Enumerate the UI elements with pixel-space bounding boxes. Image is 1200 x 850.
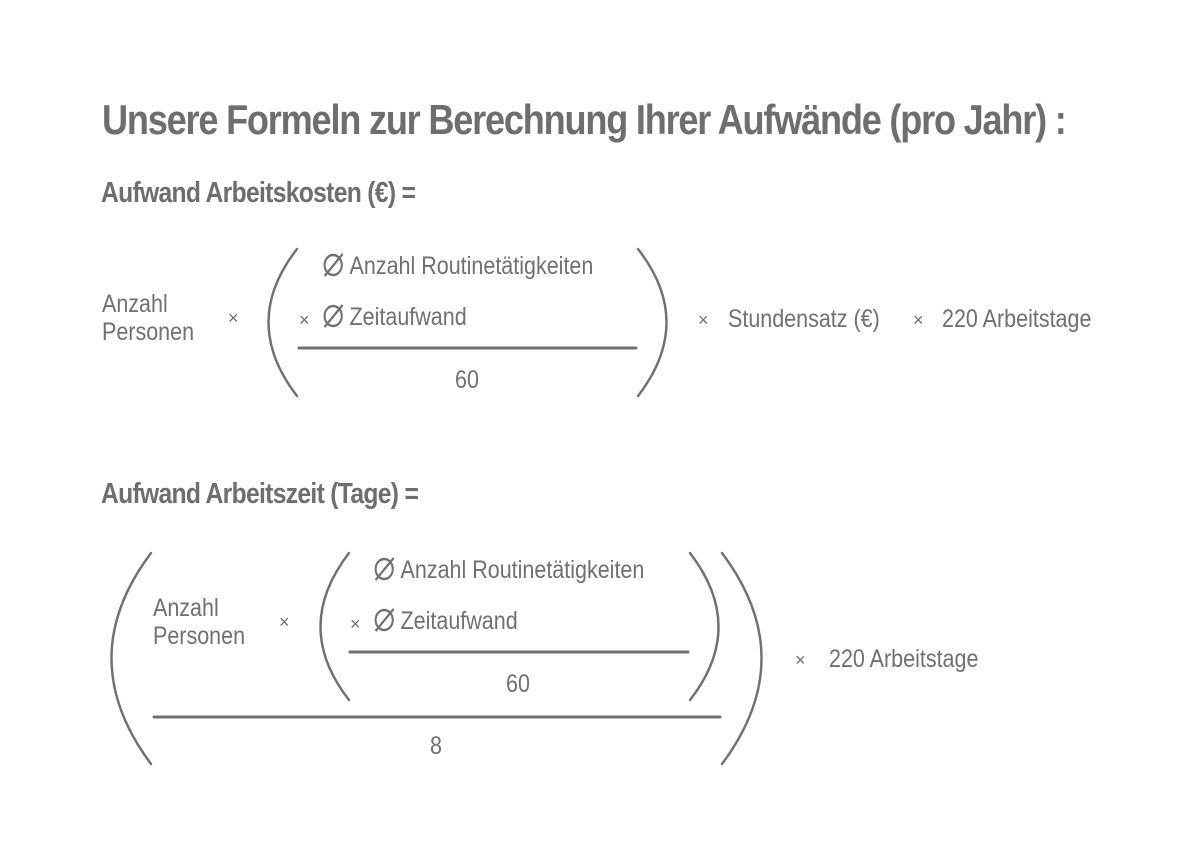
- formula-time-inner-right-paren: [690, 553, 719, 700]
- formula-time-outer-right-paren: [722, 553, 762, 764]
- formula-time-inner-left-paren: [321, 553, 350, 700]
- formula-costs-times-1: ×: [228, 308, 239, 328]
- formula-time-outer-left-paren: [112, 553, 152, 764]
- formula-time-times-3: ×: [795, 650, 806, 670]
- formula-costs-times-2: ×: [299, 310, 310, 330]
- formula-time-persons: Anzahl Personen: [153, 594, 246, 650]
- formula-costs-persons: Anzahl Personen: [102, 290, 195, 346]
- formula-time-routine: Anzahl Routinetätigkeiten: [400, 556, 645, 584]
- formula-costs-left-paren: [269, 249, 298, 396]
- formula-time-times-1: ×: [279, 612, 290, 632]
- formula-costs-right-paren: [638, 249, 667, 396]
- formula-costs-divisor-minutes: 60: [455, 366, 479, 394]
- formula-costs-times-3: ×: [698, 310, 709, 330]
- formula-costs-heading: Aufwand Arbeitskosten (€) =: [101, 177, 416, 209]
- formula-costs-time-effort: Zeitaufwand: [349, 303, 467, 331]
- formula-time-workdays: 220 Arbeitstage: [829, 645, 979, 673]
- formula-time-divisor-hours: 8: [430, 732, 442, 760]
- formula-costs-times-4: ×: [913, 310, 924, 330]
- formula-costs-hourly-rate: Stundensatz (€): [728, 305, 880, 333]
- formula-costs-routine: Anzahl Routinetätigkeiten: [349, 252, 594, 280]
- formula-time-time-effort: Zeitaufwand: [400, 607, 518, 635]
- page-title: Unsere Formeln zur Berechnung Ihrer Aufwände (pro Jahr) :: [102, 96, 1066, 143]
- formula-time-divisor-minutes: 60: [506, 670, 530, 698]
- formula-time-times-2: ×: [350, 614, 361, 634]
- formula-time-heading: Aufwand Arbeitszeit (Tage) =: [101, 478, 419, 510]
- formula-costs-workdays: 220 Arbeitstage: [942, 305, 1092, 333]
